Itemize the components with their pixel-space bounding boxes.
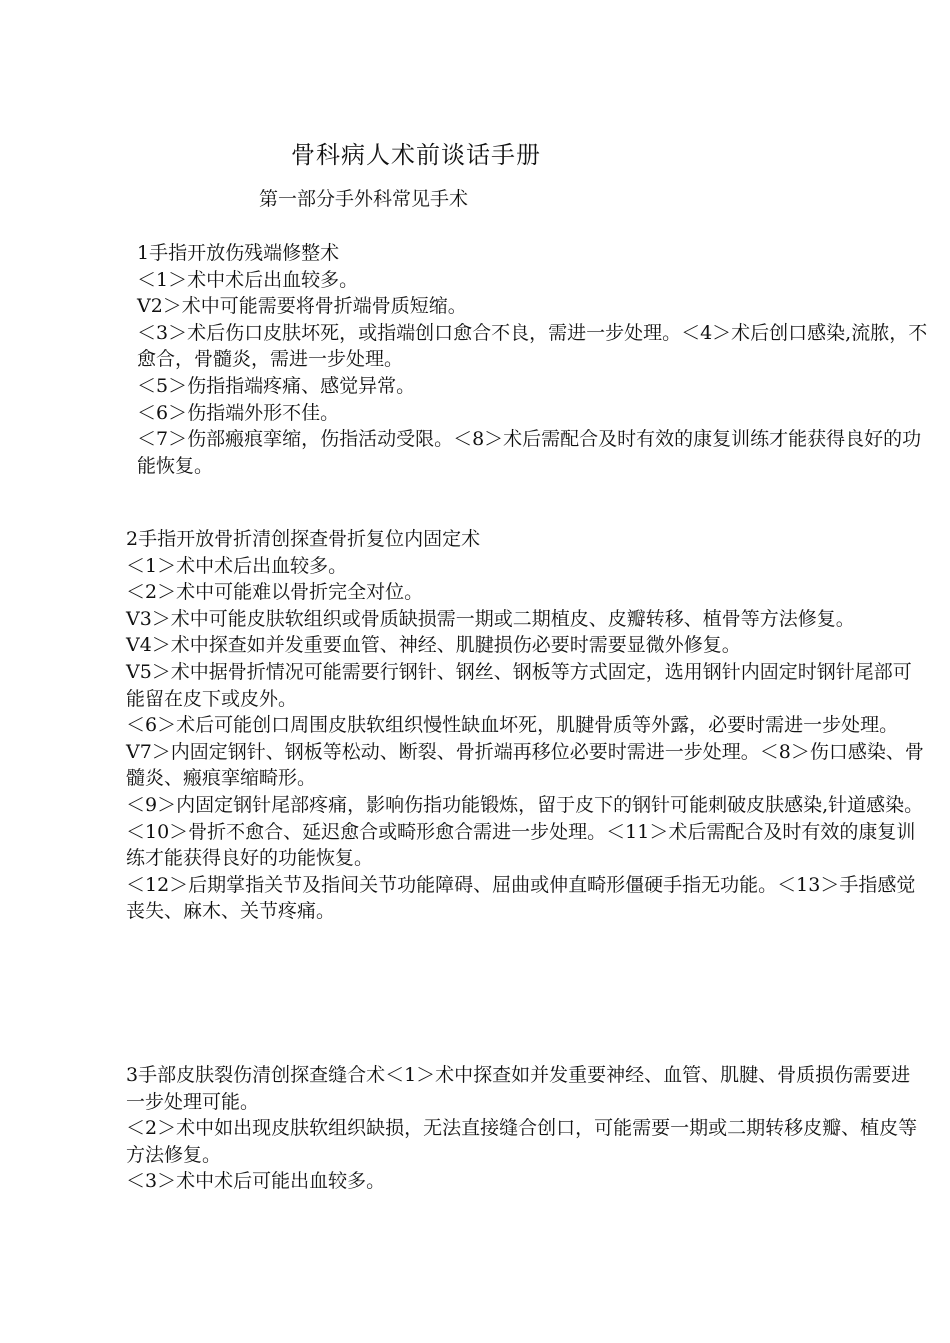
section-heading: 1手指开放伤残端修整术 — [137, 242, 340, 264]
risk-item: V2＞术中可能需要将骨折端骨质短缩。 — [137, 295, 467, 318]
section-heading: 3手部皮肤裂伤清创探查缝合术＜1＞术中探查如并发重要神经、血管、肌腱、骨质损伤需要进一步处理可能。 — [126, 1064, 911, 1113]
section-heading: 2手指开放骨折清创探查骨折复位内固定术 — [126, 528, 481, 550]
document-subtitle: 第一部分手外科常见手术 — [259, 188, 469, 210]
risk-item: V5＞术中据骨折情况可能需要行钢针、钢丝、钢板等方式固定，选用钢针内固定时钢针尾部可能留在皮下或皮外。 — [126, 660, 912, 710]
section-fingertip-revision — [137, 240, 937, 479]
risk-item: ＜3＞术后伤口皮肤坏死，或指端创口愈合不良，需进一步处理。＜4＞术后创口感染,流脓，不愈合，骨髓炎，需进一步处理。 — [137, 321, 928, 371]
risk-item: ＜5＞伤指指端疼痛、感觉异常。 — [137, 374, 416, 397]
risk-item: ＜12＞后期掌指关节及指间关节功能障碍、屈曲或伸直畸形僵硬手指无功能。＜13＞手指感觉丧失、麻木、关节疼痛。 — [126, 873, 916, 923]
risk-item: ＜1＞术中术后出血较多。 — [126, 554, 348, 577]
risk-item: V4＞术中探查如并发重要血管、神经、肌腱损伤必要时需要显微外修复。 — [126, 634, 741, 657]
risk-item: V3＞术中可能皮肤软组织或骨质缺损需一期或二期植皮、皮瓣转移、植骨等方法修复。 — [126, 607, 855, 630]
risk-item: ＜6＞伤指端外形不佳。 — [137, 401, 340, 424]
section-open-fracture-fixation — [126, 526, 926, 925]
risk-item: ＜9＞内固定钢针尾部疼痛，影响伤指功能锻炼，留于皮下的钢针可能刺破皮肤感染,针道感染。 — [126, 793, 924, 816]
document-title: 骨科病人术前谈话手册 — [291, 141, 541, 169]
risk-item: ＜3＞术中术后可能出血较多。 — [126, 1170, 386, 1193]
risk-item: ＜6＞术后可能创口周围皮肤软组织慢性缺血坏死，肌腱骨质等外露，必要时需进一步处理。 — [126, 714, 899, 737]
risk-item: ＜2＞术中如出现皮肤软组织缺损，无法直接缝合创口，可能需要一期或二期转移皮瓣、植皮等方法修复。 — [126, 1117, 918, 1166]
risk-item: ＜1＞术中术后出血较多。 — [137, 268, 359, 291]
risk-item: ＜7＞伤部瘢痕挛缩，伤指活动受限。＜8＞术后需配合及时有效的康复训练才能获得良好的功能恢复。 — [137, 428, 922, 477]
section-skin-laceration-suture — [126, 1062, 926, 1195]
risk-item: V7＞内固定钢针、钢板等松动、断裂、骨折端再移位必要时需进一步处理。＜8＞伤口感染、骨髓炎、瘢痕挛缩畸形。 — [126, 740, 924, 790]
risk-item: ＜2＞术中可能难以骨折完全对位。 — [126, 581, 424, 604]
risk-item: ＜10＞骨折不愈合、延迟愈合或畸形愈合需进一步处理。＜11＞术后需配合及时有效的康复训练才能获得良好的功能恢复。 — [126, 820, 916, 870]
